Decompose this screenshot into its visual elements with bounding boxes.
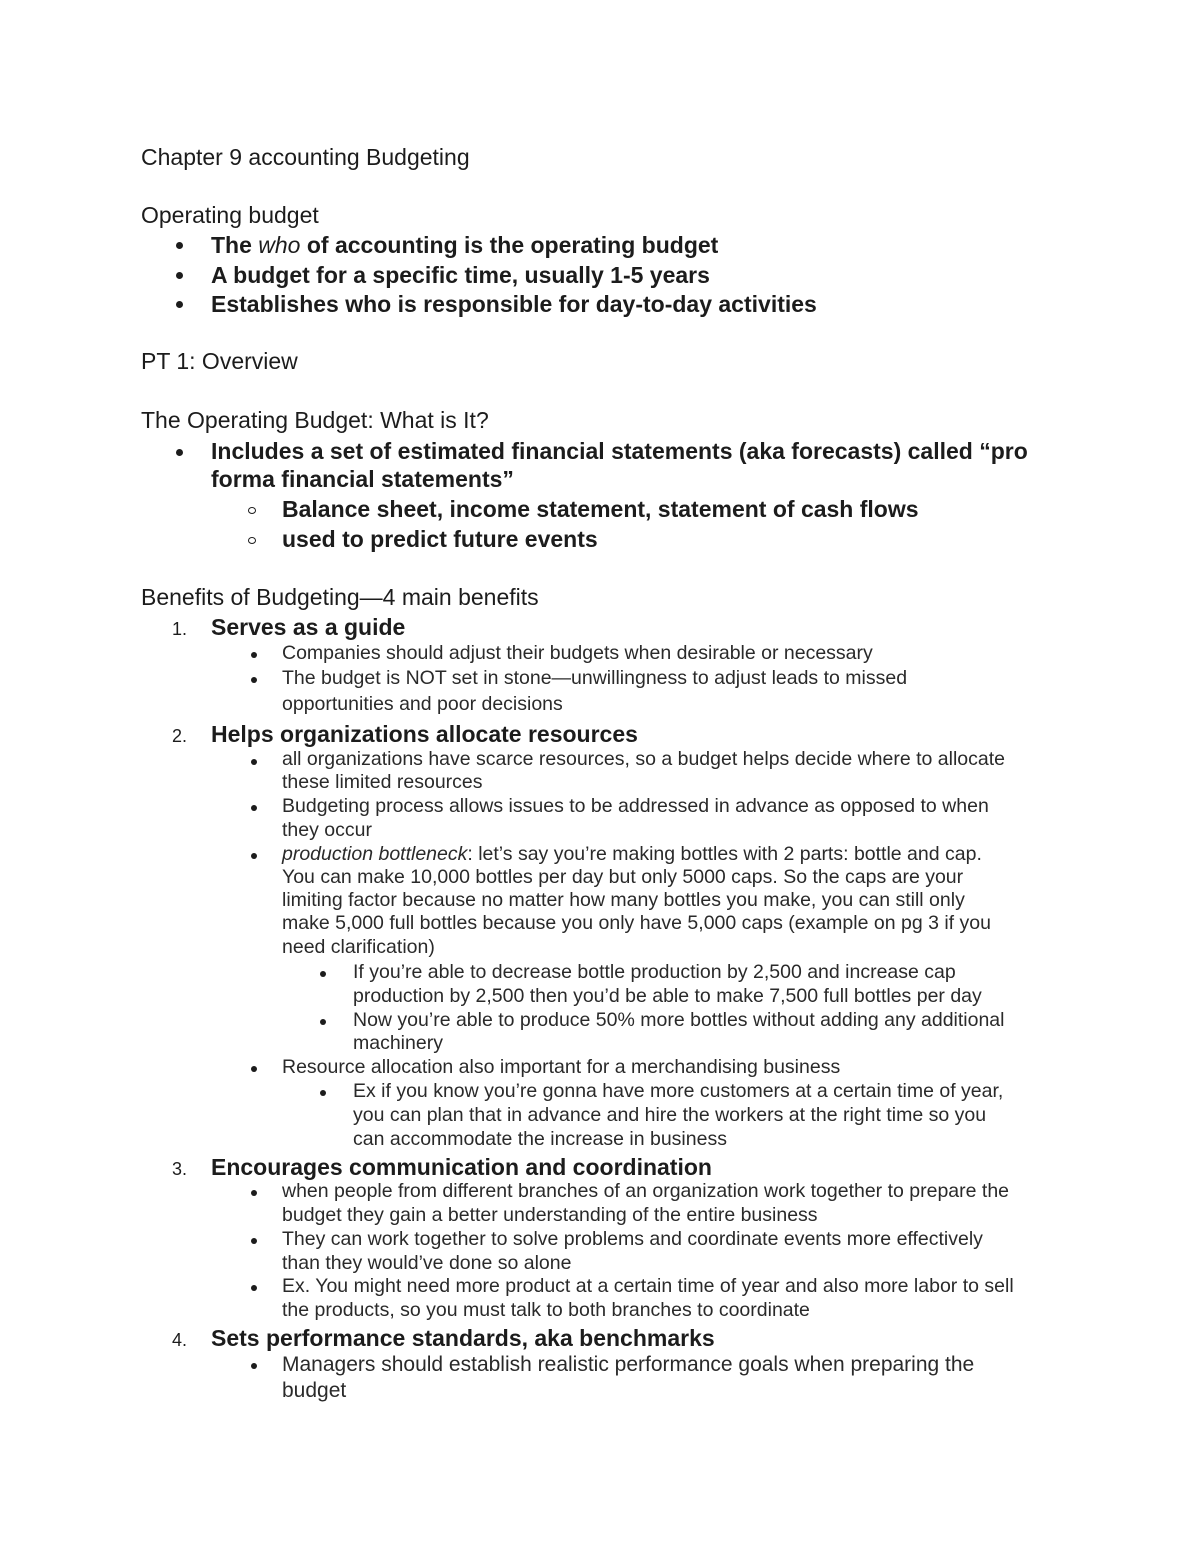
benefit-4-bullet-1-line-1: Managers should establish realistic performance goals when preparing the xyxy=(282,1353,975,1376)
list-number-2: 2. xyxy=(172,726,188,746)
bullet-icon xyxy=(251,1363,257,1369)
production-bottleneck-term: production bottleneck xyxy=(282,843,468,865)
benefit-2-bullet-4: Resource allocation also important for a merchandising business xyxy=(282,1056,841,1078)
bullet-icon xyxy=(176,449,183,456)
operating-budget-bullet-2: A budget for a specific time, usually 1-5 years xyxy=(211,262,710,288)
benefit-2-sub-bullet-3-line-1: Ex if you know you’re gonna have more customers at a certain time of year, xyxy=(353,1080,1004,1102)
benefit-1-bullet-2-line-1: The budget is NOT set in stone—unwillingness to adjust leads to missed xyxy=(282,667,908,689)
list-number-3: 3. xyxy=(172,1159,188,1179)
production-bottleneck-text: : let’s say you’re making bottles with 2 parts: bottle and cap. xyxy=(467,843,982,865)
bullet-icon xyxy=(320,971,326,977)
benefit-3-bullet-3-line-1: Ex. You might need more product at a certain time of year and also more labor to sell xyxy=(282,1275,1014,1297)
bullet-icon xyxy=(251,1190,257,1196)
benefit-2-sub-bullet-2-line-2: machinery xyxy=(353,1032,443,1054)
benefit-1-bullet-2-line-2: opportunities and poor decisions xyxy=(282,693,563,715)
section-pt1-heading: PT 1: Overview xyxy=(141,348,298,374)
what-is-it-bullet-line-2: forma financial statements” xyxy=(211,466,514,492)
what-is-it-sub-bullet-2: used to predict future events xyxy=(282,526,598,552)
operating-budget-heading: Operating budget xyxy=(141,202,319,228)
bullet-icon xyxy=(251,853,257,859)
bullet-icon xyxy=(251,652,257,658)
benefit-2-sub-bullet-1-line-2: production by 2,500 then you’d be able to make 7,500 full bottles per day xyxy=(353,985,982,1007)
bullet-icon xyxy=(251,805,257,811)
benefit-2-bullet-3-line-1 xyxy=(282,845,982,865)
what-is-it-bullet-line-1: Includes a set of estimated financial statements (aka forecasts) called “pro xyxy=(211,438,1028,464)
operating-budget-bullet-1 xyxy=(211,234,718,257)
benefit-2-sub-bullet-2-line-1: Now you’re able to produce 50% more bottles without adding any additional xyxy=(353,1009,1005,1031)
benefit-2-bullet-3-line-5: need clarification) xyxy=(282,936,435,958)
benefit-2-heading: Helps organizations allocate resources xyxy=(211,721,638,747)
bullet-1-text-start: The xyxy=(211,232,259,258)
benefit-2-sub-bullet-3-line-3: can accommodate the increase in business xyxy=(353,1128,727,1150)
benefit-2-sub-bullet-1-line-1: If you’re able to decrease bottle production by 2,500 and increase cap xyxy=(353,961,956,983)
operating-budget-bullet-3: Establishes who is responsible for day-to-day activities xyxy=(211,291,817,317)
bullet-icon xyxy=(176,301,183,308)
list-number-4: 4. xyxy=(172,1330,188,1350)
bullet-icon xyxy=(251,759,257,765)
benefit-3-bullet-3-line-2: the products, so you must talk to both branches to coordinate xyxy=(282,1299,810,1321)
benefit-2-bullet-3-line-3: limiting factor because no matter how many bottles you make, you can still only xyxy=(282,889,965,911)
what-is-it-sub-bullet-1: Balance sheet, income statement, statement of cash flows xyxy=(282,496,919,522)
benefit-1-bullet-1: Companies should adjust their budgets when desirable or necessary xyxy=(282,642,873,664)
bullet-icon xyxy=(251,677,257,683)
document-title: Chapter 9 accounting Budgeting xyxy=(141,144,470,170)
benefit-3-heading: Encourages communication and coordination xyxy=(211,1154,712,1180)
benefit-2-bullet-2-line-1: Budgeting process allows issues to be addressed in advance as opposed to when xyxy=(282,795,989,817)
benefit-4-heading: Sets performance standards, aka benchmarks xyxy=(211,1325,715,1351)
bullet-1-emphasis: who xyxy=(258,232,301,258)
hollow-bullet-icon xyxy=(248,537,256,544)
benefit-2-bullet-1-line-1: all organizations have scarce resources, so a budget helps decide where to allocate xyxy=(282,748,1006,770)
bullet-icon xyxy=(251,1285,257,1291)
bullet-icon xyxy=(251,1238,257,1244)
benefit-3-bullet-1-line-2: budget they gain a better understanding of the entire business xyxy=(282,1204,818,1226)
bullet-icon xyxy=(320,1019,326,1025)
benefit-3-bullet-1-line-1: when people from different branches of an organization work together to prepare the xyxy=(282,1180,1010,1202)
benefit-3-bullet-2-line-1: They can work together to solve problems and coordinate events more effectively xyxy=(282,1228,983,1250)
benefit-1-heading: Serves as a guide xyxy=(211,614,406,640)
bullet-1-text-end: of accounting is the operating budget xyxy=(300,232,719,258)
benefit-4-bullet-1-line-2: budget xyxy=(282,1379,347,1402)
bullet-icon xyxy=(176,242,183,249)
benefit-2-bullet-2-line-2: they occur xyxy=(282,819,372,841)
benefit-2-sub-bullet-3-line-2: you can plan that in advance and hire the workers at the right time so you xyxy=(353,1104,987,1126)
bullet-icon xyxy=(320,1090,326,1096)
benefit-2-bullet-3-line-4: make 5,000 full bottles because you only have 5,000 caps (example on pg 3 if you xyxy=(282,912,991,934)
benefit-2-bullet-1-line-2: these limited resources xyxy=(282,771,483,793)
list-number-1: 1. xyxy=(172,619,188,639)
benefits-heading: Benefits of Budgeting—4 main benefits xyxy=(141,584,539,610)
what-is-it-heading: The Operating Budget: What is It? xyxy=(141,407,489,433)
hollow-bullet-icon xyxy=(248,507,256,514)
benefit-3-bullet-2-line-2: than they would’ve done so alone xyxy=(282,1252,572,1274)
bullet-icon xyxy=(251,1066,257,1072)
benefit-2-bullet-3-line-2: You can make 10,000 bottles per day but only 5000 caps. So the caps are your xyxy=(282,866,964,888)
bullet-icon xyxy=(176,272,183,279)
